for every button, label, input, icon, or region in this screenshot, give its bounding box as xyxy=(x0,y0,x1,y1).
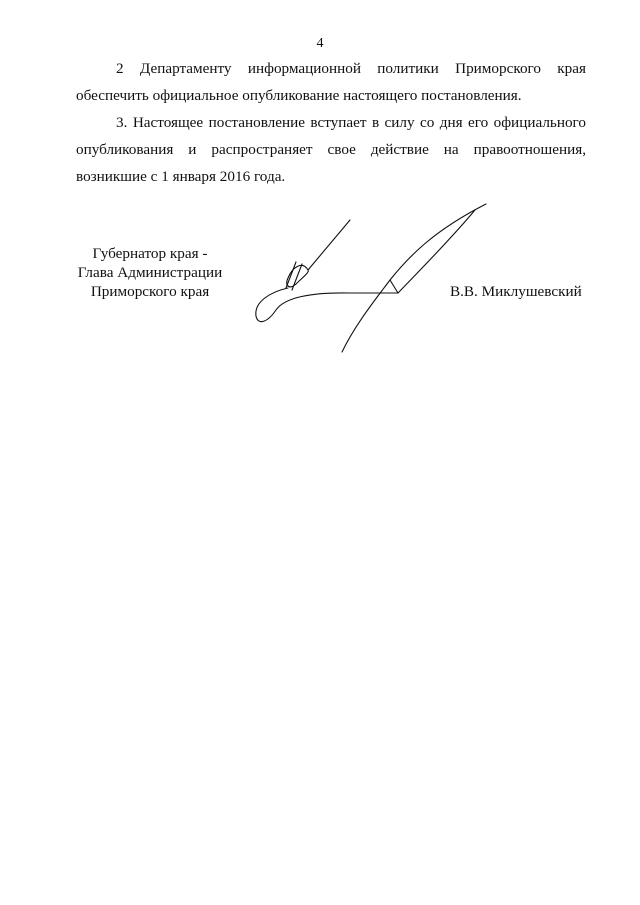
signatory-title-line-3: Приморского края xyxy=(90,283,210,300)
paragraph-item-3: 3. Настоящее постановление вступает в силу со дня его официального опубликования и распространяет свое действие на правоотношения, возникшие с 1 января 2016 года. xyxy=(76,114,586,185)
signatory-title-line-1: Губернатор края - xyxy=(92,245,208,262)
handwritten-signature xyxy=(250,200,500,360)
paragraph-item-2: 2 Департаменту информационной политики Приморского края обеспечить официальное опубликование настоящего постановления. xyxy=(76,60,586,104)
signatory-title xyxy=(60,244,240,301)
signer-name: В.В. Миклушевский xyxy=(450,283,582,300)
page-number: 4 xyxy=(316,36,324,51)
signatory-title-line-2: Глава Администрации xyxy=(77,264,223,281)
